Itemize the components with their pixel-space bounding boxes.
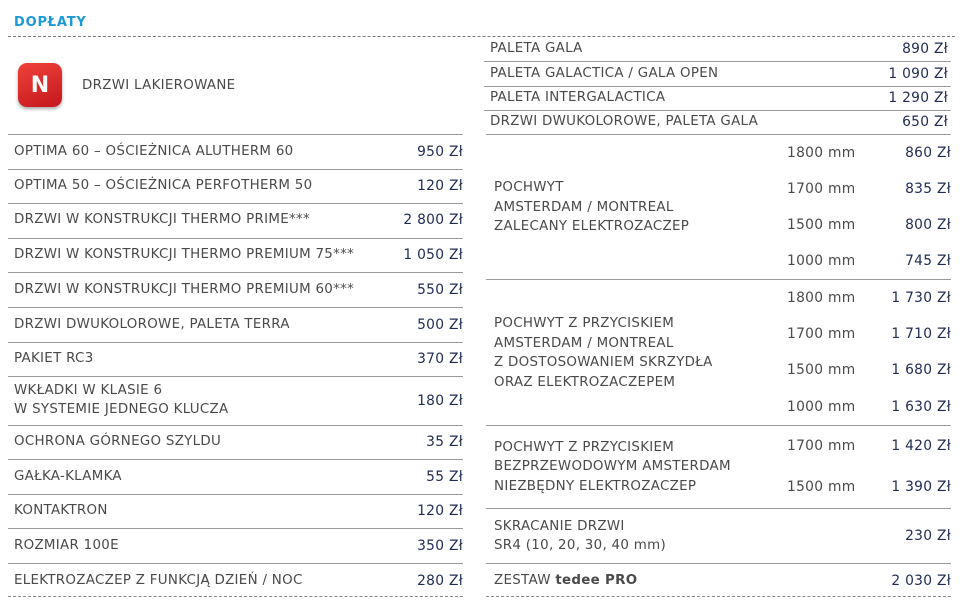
palette-price: 650 Zł [902, 114, 948, 130]
item-price: 500 Zł [417, 317, 463, 333]
group-line: POCHWYT Z PRZYCISKIEM [494, 440, 675, 455]
tedee-brand: tedee PRO [555, 573, 638, 588]
item-label: ELEKTROZACZEP Z FUNKCJĄ DZIEŃ / NOC [14, 573, 303, 588]
row-divider [484, 86, 951, 87]
section-title: DOPŁATY [14, 15, 87, 30]
option-size: 1000 mm [787, 399, 856, 415]
group-line: POCHWYT Z PRZYCISKIEM [494, 316, 675, 331]
row-divider [8, 425, 463, 426]
item-price: 1 050 Zł [403, 247, 463, 263]
row-divider [8, 134, 463, 135]
option-size: 1000 mm [787, 253, 856, 269]
palette-price: 1 290 Zł [888, 90, 948, 106]
item-label: DRZWI W KONSTRUKCJI THERMO PRIME*** [14, 212, 310, 227]
palette-label: DRZWI DWUKOLOROWE, PALETA GALA [490, 114, 759, 129]
option-price: 1 710 Zł [891, 326, 951, 342]
group-line: AMSTERDAM / MONTREAL [494, 336, 674, 351]
group-divider [486, 279, 951, 280]
option-price: 230 Zł [905, 528, 951, 544]
item-label: GAŁKA-KLAMKA [14, 469, 122, 484]
item-price: 350 Zł [417, 538, 463, 554]
group-line: AMSTERDAM / MONTREAL [494, 200, 674, 215]
item-price: 120 Zł [417, 178, 463, 194]
row-divider [8, 203, 463, 204]
bottom-divider [8, 596, 463, 597]
badge-label: DRZWI LAKIEROWANE [82, 78, 236, 93]
group-line: NIEZBĘDNY ELEKTROZACZEP [494, 479, 697, 494]
option-size: 1500 mm [787, 362, 856, 378]
option-price: 1 420 Zł [891, 438, 951, 454]
group-line: BEZPRZEWODOWYM AMSTERDAM [494, 459, 731, 474]
palette-label: PALETA GALACTICA / GALA OPEN [490, 66, 719, 81]
row-divider [486, 134, 951, 135]
item-price: 120 Zł [417, 503, 463, 519]
group-line: SKRACANIE DRZWI [494, 519, 625, 534]
tedee-label [494, 571, 637, 591]
row-divider [8, 494, 463, 495]
item-price: 180 Zł [417, 393, 463, 409]
row-divider [8, 376, 463, 377]
option-price: 860 Zł [905, 145, 951, 161]
group-line: ORAZ ELEKTROZACZEPEM [494, 375, 676, 390]
option-size: 1800 mm [787, 145, 856, 161]
item-label: WKŁADKI W KLASIE 6 [14, 383, 163, 398]
palette-label: PALETA INTERGALACTICA [490, 90, 666, 105]
option-size: 1800 mm [787, 290, 856, 306]
row-divider [8, 342, 463, 343]
item-label: DRZWI W KONSTRUKCJI THERMO PREMIUM 75*** [14, 247, 355, 262]
group-divider [486, 508, 951, 509]
item-label: PAKIET RC3 [14, 351, 94, 366]
option-size: 1500 mm [787, 217, 856, 233]
palette-price: 890 Zł [902, 41, 948, 57]
item-price: 950 Zł [417, 144, 463, 160]
option-price: 1 630 Zł [891, 399, 951, 415]
option-size: 1500 mm [787, 479, 856, 495]
option-size: 1700 mm [787, 438, 856, 454]
palette-label: PALETA GALA [490, 41, 583, 56]
option-price: 2 030 Zł [891, 573, 951, 589]
row-divider [8, 563, 463, 564]
option-size: 1700 mm [787, 326, 856, 342]
item-label: ROZMIAR 100E [14, 538, 119, 553]
lacquered-badge-icon [18, 63, 62, 107]
tedee-prefix: ZESTAW [494, 573, 556, 588]
item-label: DRZWI W KONSTRUKCJI THERMO PREMIUM 60*** [14, 282, 355, 297]
item-label: OPTIMA 60 – OŚCIEŻNICA ALUTHERM 60 [14, 144, 294, 159]
row-divider [8, 307, 463, 308]
item-label: OPTIMA 50 – OŚCIEŻNICA PERFOTHERM 50 [14, 178, 313, 193]
row-divider [8, 238, 463, 239]
option-price: 745 Zł [905, 253, 951, 269]
badge-letter: N [30, 72, 50, 98]
item-price: 370 Zł [417, 351, 463, 367]
group-line: POCHWYT [494, 180, 564, 195]
group-line: ZALECANY ELEKTROZACZEP [494, 219, 690, 234]
option-price: 1 680 Zł [891, 362, 951, 378]
row-divider [8, 459, 463, 460]
row-divider [8, 169, 463, 170]
item-price: 35 Zł [426, 434, 463, 450]
row-divider [484, 110, 951, 111]
item-label: OCHRONA GÓRNEGO SZYLDU [14, 434, 222, 449]
item-price: 550 Zł [417, 282, 463, 298]
item-label: W SYSTEMIE JEDNEGO KLUCZA [14, 402, 229, 417]
item-price: 55 Zł [426, 469, 463, 485]
group-divider [486, 563, 951, 564]
option-price: 1 730 Zł [891, 290, 951, 306]
bottom-divider [486, 596, 951, 597]
row-divider [8, 528, 463, 529]
row-divider [484, 61, 951, 62]
section-divider [8, 36, 955, 37]
palette-price: 1 090 Zł [888, 66, 948, 82]
option-price: 835 Zł [905, 181, 951, 197]
group-line: SR4 (10, 20, 30, 40 mm) [494, 538, 666, 553]
item-label: KONTAKTRON [14, 503, 108, 518]
item-price: 280 Zł [417, 573, 463, 589]
group-line: Z DOSTOSOWANIEM SKRZYDŁA [494, 355, 713, 370]
option-price: 800 Zł [905, 217, 951, 233]
group-divider [486, 425, 951, 426]
option-size: 1700 mm [787, 181, 856, 197]
row-divider [8, 272, 463, 273]
item-price: 2 800 Zł [403, 212, 463, 228]
option-price: 1 390 Zł [891, 479, 951, 495]
item-label: DRZWI DWUKOLOROWE, PALETA TERRA [14, 317, 290, 332]
